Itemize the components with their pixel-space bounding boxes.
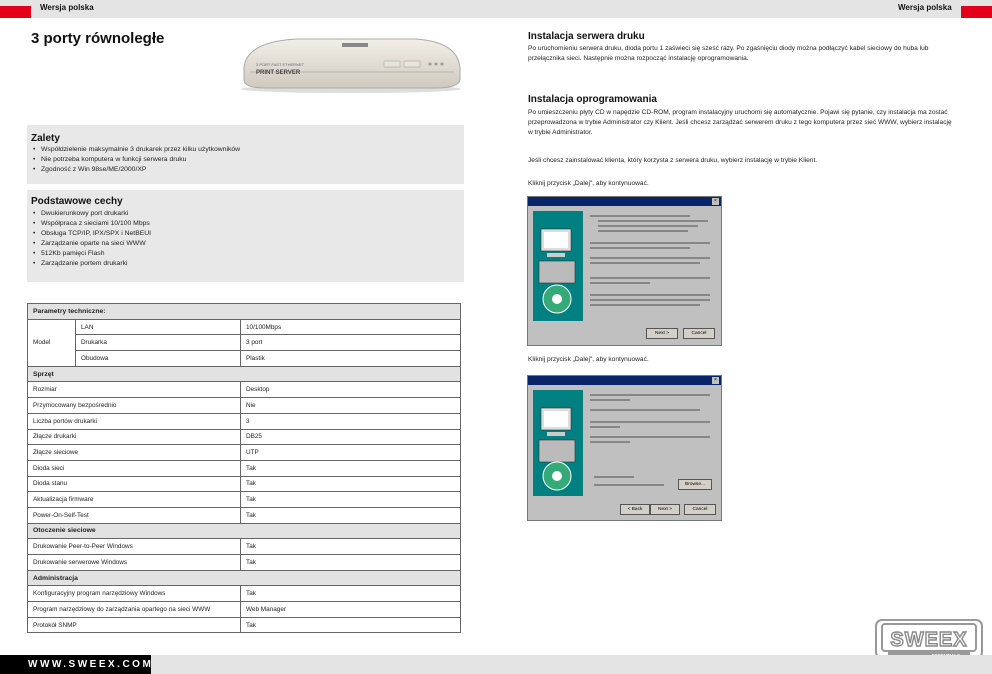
table-cell-label: LAN — [76, 319, 241, 335]
table-section-row — [28, 304, 461, 320]
table-cell-label: Power-On-Self-Test — [28, 507, 241, 523]
advantages-list — [31, 145, 240, 175]
table-cell-label: Drukowanie Peer-to-Peer Windows — [28, 539, 241, 555]
page-title: 3 porty równoległe — [31, 30, 165, 47]
print-server-device-image — [236, 34, 466, 94]
table-cell-value: 10/100Mbps — [241, 319, 461, 335]
step1-instruction: Kliknij przycisk „Dalej", aby kontynuować. — [528, 180, 649, 187]
table-cell-label: Dioda sieci — [28, 460, 241, 476]
list-item: • Obsługa TCP/IP, IPX/SPX i NetBEUI — [31, 229, 151, 239]
table-row — [28, 507, 461, 523]
cancel-button[interactable]: Cancel — [683, 328, 715, 339]
table-row — [28, 586, 461, 602]
table-cell-label: Drukowanie serwerowe Windows — [28, 555, 241, 571]
browse-button[interactable]: Browse... — [678, 479, 712, 490]
list-item: • Współdzielenie maksymalnie 3 drukarek przez kilku użytkowników — [31, 145, 240, 155]
table-cell-value: Tak — [241, 586, 461, 602]
computer-illustration-icon — [533, 390, 583, 496]
table-cell-value: 3 — [241, 413, 461, 429]
back-button[interactable]: < Back — [620, 504, 650, 515]
table-cell-value: Tak — [241, 555, 461, 571]
list-item: • 512Kb pamięci Flash — [31, 249, 151, 259]
table-cell-label: Aktualizacja firmware — [28, 492, 241, 508]
next-button[interactable]: Next > — [646, 328, 678, 339]
table-row — [28, 476, 461, 492]
list-item: • Współpraca z sieciami 10/100 Mbps — [31, 219, 151, 229]
list-item: • Zgodność z Win 98se/ME/2000/XP — [31, 165, 240, 175]
close-icon[interactable]: × — [712, 377, 719, 384]
table-row — [28, 460, 461, 476]
table-row — [28, 617, 461, 633]
right-red-marker — [961, 6, 992, 18]
table-row — [28, 382, 461, 398]
table-cell-value: Tak — [241, 492, 461, 508]
admin-header: Administracja — [28, 570, 461, 586]
table-cell-label: Drukarka — [76, 335, 241, 351]
table-row — [28, 539, 461, 555]
table-cell-label: Dioda stanu — [28, 476, 241, 492]
table-row — [28, 492, 461, 508]
table-cell-value: Tak — [241, 460, 461, 476]
network-header: Otoczenie sieciowe — [28, 523, 461, 539]
table-cell-value: Tak — [241, 507, 461, 523]
table-cell-label: Złącze sieciowe — [28, 445, 241, 461]
table-cell-label: Protokół SNMP — [28, 617, 241, 633]
table-section-row — [28, 523, 461, 539]
list-item: • Zarządzanie oparte na sieci WWW — [31, 239, 151, 249]
table-cell-value: Nie — [241, 398, 461, 414]
features-list — [31, 209, 151, 269]
install-software-text: Po umieszczeniu płyty CD w napędzie CD-ROM, program instalacyjny uruchomi się automatycznie. Pojawi się pytanie, czy instalacja ma zostać przeprowadzona w trybie Administrator czy Klient. Jeśli chcesz zarządzać serwerem druku z tego komputera przez sieć WWW, wybierz instalację w trybie Administrator. — [528, 109, 952, 136]
table-row — [28, 351, 461, 367]
table-cell-value: Tak — [241, 617, 461, 633]
svg-text:3 PORT FAST ETHERNET: 3 PORT FAST ETHERNET — [256, 62, 305, 67]
specifications-table — [27, 303, 461, 633]
client-install-text: Jeśli chcesz zainstalować klienta, który korzysta z serwera druku, wybierz instalację w trybie Klient. — [528, 157, 818, 164]
table-cell-value: Desktop — [241, 382, 461, 398]
table-cell-value: Plastik — [241, 351, 461, 367]
table-cell-label: Rozmiar — [28, 382, 241, 398]
installer-location-dialog — [527, 375, 722, 521]
list-item: • Dwukierunkowy port drukarki — [31, 209, 151, 219]
table-row — [28, 429, 461, 445]
language-label-left: Wersja polska — [40, 3, 94, 12]
table-section-row — [28, 570, 461, 586]
left-red-marker — [0, 6, 31, 18]
table-row — [28, 335, 461, 351]
device-label: PRINT SERVER — [256, 70, 301, 76]
install-server-text: Po uruchomieniu serwera druku, dioda portu 1 zaświeci się sześć razy. Po zgaśnięciu diody można podłączyć kabel sieciowy do huba lub przełącznika sieci. Następnie można rozpocząć instalację oprogramowania. — [528, 45, 929, 62]
table-cell-value: Tak — [241, 476, 461, 492]
step2-instruction: Kliknij przycisk „Dalej", aby kontynuować. — [528, 356, 649, 363]
table-row — [28, 398, 461, 414]
table-cell-value: UTP — [241, 445, 461, 461]
table-cell-label: Program narzędziowy do zarządzania opartego na sieci WWW — [28, 602, 241, 618]
table-cell-label: Konfiguracyjny program narzędziowy Windows — [28, 586, 241, 602]
install-software-title: Instalacja oprogramowania — [528, 94, 657, 105]
installer-illustration — [533, 390, 583, 496]
table-cell-label: Liczba portów drukarki — [28, 413, 241, 429]
features-title: Podstawowe cechy — [31, 196, 123, 207]
advantages-title: Zalety — [31, 133, 60, 144]
dialog-titlebar — [528, 197, 721, 206]
table-row — [28, 445, 461, 461]
installer-illustration — [533, 211, 583, 321]
list-item: • Zarządzanie portem drukarki — [31, 259, 151, 269]
install-server-title: Instalacja serwera druku — [528, 31, 645, 42]
table-cell-value: 3 port — [241, 335, 461, 351]
table-row — [28, 602, 461, 618]
table-cell-label: Przymocowany bezpośrednio — [28, 398, 241, 414]
next-button[interactable]: Next > — [650, 504, 680, 515]
table-cell-label: Złącze drukarki — [28, 429, 241, 445]
computer-illustration-icon — [533, 211, 583, 321]
table-row — [28, 319, 461, 335]
table-row — [28, 555, 461, 571]
list-item: • Nie potrzeba komputera w funkcji serwera druku — [31, 155, 240, 165]
installer-welcome-dialog — [527, 196, 722, 346]
cancel-button[interactable]: Cancel — [684, 504, 716, 515]
table-cell-label: Obudowa — [76, 351, 241, 367]
model-label: Model — [28, 319, 76, 366]
close-icon[interactable]: × — [712, 198, 719, 205]
table-cell-value: Web Manager — [241, 602, 461, 618]
table-cell-value: DB25 — [241, 429, 461, 445]
language-label-right: Wersja polska — [898, 3, 952, 12]
features-box — [27, 190, 464, 282]
footer-url[interactable]: WWW.SWEEX.COM — [0, 655, 151, 674]
tech-header: Parametry techniczne: — [28, 304, 461, 320]
table-row — [28, 413, 461, 429]
table-cell-value: Tak — [241, 539, 461, 555]
dialog-titlebar — [528, 376, 721, 385]
hardware-header: Sprzęt — [28, 366, 461, 382]
logo-text: SWEEX — [890, 629, 968, 651]
advantages-box — [27, 125, 464, 184]
table-section-row — [28, 366, 461, 382]
top-band — [0, 0, 992, 18]
